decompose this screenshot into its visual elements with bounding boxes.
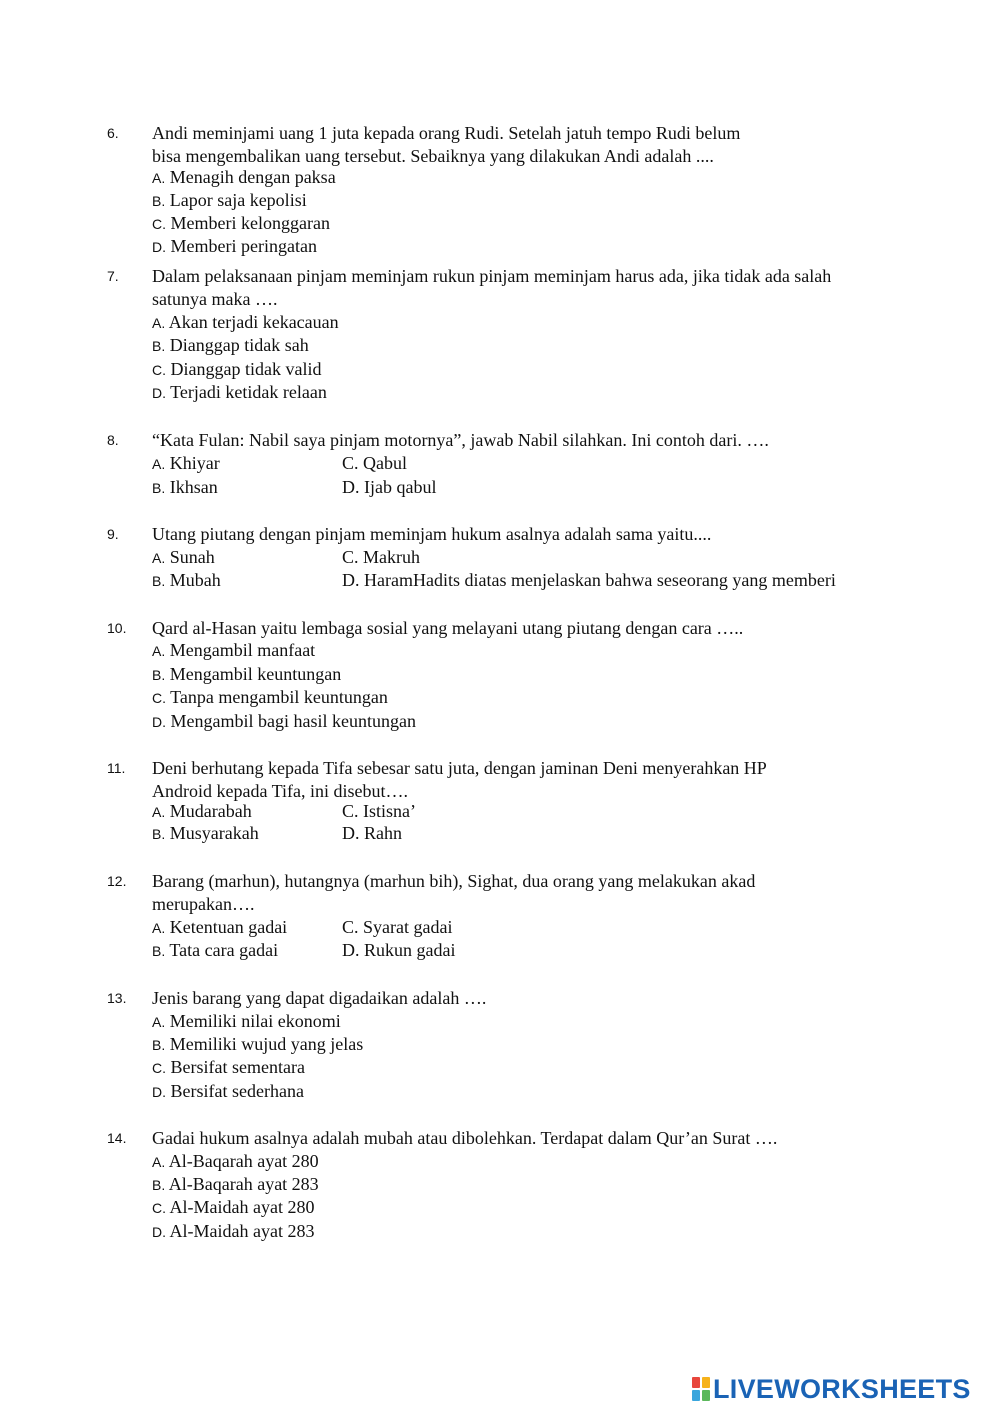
option-b[interactable] bbox=[152, 663, 341, 686]
option-letter: D. bbox=[152, 1224, 166, 1240]
question-text-line: Qard al-Hasan yaitu lembaga sosial yang melayani utang piutang dengan cara ….. bbox=[152, 618, 744, 638]
option-text: Al-Baqarah ayat 283 bbox=[165, 1174, 319, 1194]
option-text: C. Makruh bbox=[342, 547, 420, 567]
option-c[interactable] bbox=[152, 686, 388, 709]
option-letter: B. bbox=[152, 826, 166, 842]
option-a[interactable] bbox=[152, 546, 215, 569]
option-letter: B. bbox=[152, 193, 166, 209]
option-a[interactable] bbox=[152, 800, 252, 823]
option-letter: B. bbox=[152, 1037, 166, 1053]
option-a[interactable] bbox=[152, 311, 339, 334]
option-text: Memberi peringatan bbox=[166, 236, 317, 256]
question-number: 9. bbox=[107, 526, 119, 542]
option-text: Mengambil keuntungan bbox=[165, 664, 342, 684]
question-text-line: Deni berhutang kepada Tifa sebesar satu juta, dengan jaminan Deni menyerahkan HP bbox=[152, 758, 767, 778]
option-text: Dianggap tidak valid bbox=[166, 359, 322, 379]
question-number: 8. bbox=[107, 432, 119, 448]
option-text: Memiliki wujud yang jelas bbox=[165, 1034, 364, 1054]
option-b[interactable] bbox=[152, 476, 218, 499]
option-text: Mengambil manfaat bbox=[165, 640, 316, 660]
option-letter: A. bbox=[152, 170, 166, 186]
question-text-line: Dalam pelaksanaan pinjam meminjam rukun pinjam meminjam harus ada, jika tidak ada salah bbox=[152, 266, 832, 286]
option-letter: A. bbox=[152, 1014, 166, 1030]
option-a[interactable] bbox=[152, 452, 220, 475]
option-text: Dianggap tidak sah bbox=[165, 335, 309, 355]
option-c[interactable] bbox=[152, 358, 321, 381]
question-number: 14. bbox=[107, 1130, 127, 1146]
option-text: D. Rahn bbox=[342, 823, 402, 843]
option-d[interactable] bbox=[342, 822, 402, 845]
option-text: Mubah bbox=[165, 570, 221, 590]
option-text: Tanpa mengambil keuntungan bbox=[166, 687, 388, 707]
option-letter: A. bbox=[152, 456, 166, 472]
question-text-line: Gadai hukum asalnya adalah mubah atau dibolehkan. Terdapat dalam Qur’an Surat …. bbox=[152, 1128, 778, 1148]
option-c[interactable] bbox=[152, 1056, 305, 1079]
option-text: Al-Baqarah ayat 280 bbox=[165, 1151, 319, 1171]
option-b[interactable] bbox=[152, 939, 278, 962]
option-text: Tata cara gadai bbox=[165, 940, 279, 960]
question-text-line: satunya maka …. bbox=[152, 289, 278, 309]
option-d[interactable] bbox=[152, 1220, 314, 1243]
option-c[interactable] bbox=[342, 452, 407, 475]
option-letter: A. bbox=[152, 920, 166, 936]
option-a[interactable] bbox=[152, 639, 315, 662]
option-d[interactable] bbox=[342, 939, 455, 962]
option-letter: C. bbox=[152, 362, 166, 378]
option-a[interactable] bbox=[152, 1150, 319, 1173]
liveworksheets-logo[interactable] bbox=[692, 1374, 971, 1404]
option-text: Mudarabah bbox=[165, 801, 252, 821]
option-text: Akan terjadi kekacauan bbox=[165, 312, 339, 332]
option-a[interactable] bbox=[152, 1010, 341, 1033]
option-text: Khiyar bbox=[165, 453, 220, 473]
question-text-line: bisa mengembalikan uang tersebut. Sebaiknya yang dilakukan Andi adalah .... bbox=[152, 146, 714, 166]
option-text: Lapor saja kepolisi bbox=[165, 190, 307, 210]
logo-square-yellow bbox=[702, 1377, 710, 1388]
option-letter: A. bbox=[152, 643, 166, 659]
option-b[interactable] bbox=[152, 822, 259, 845]
option-c[interactable] bbox=[152, 212, 330, 235]
option-text: D. Ijab qabul bbox=[342, 477, 437, 497]
option-a[interactable] bbox=[152, 916, 287, 939]
option-letter: B. bbox=[152, 1177, 166, 1193]
question-number: 13. bbox=[107, 990, 127, 1006]
option-letter: C. bbox=[152, 1200, 166, 1216]
option-c[interactable] bbox=[342, 800, 416, 823]
option-text: Al-Maidah ayat 283 bbox=[166, 1221, 315, 1241]
question-text-line: Utang piutang dengan pinjam meminjam hukum asalnya adalah sama yaitu.... bbox=[152, 524, 712, 544]
option-c[interactable] bbox=[342, 916, 452, 939]
option-text: C. Qabul bbox=[342, 453, 407, 473]
option-text: C. Istisna’ bbox=[342, 801, 416, 821]
option-letter: B. bbox=[152, 480, 166, 496]
logo-square-green bbox=[702, 1390, 710, 1401]
option-d[interactable] bbox=[342, 569, 836, 592]
option-c[interactable] bbox=[152, 1196, 314, 1219]
option-text: Bersifat sementara bbox=[166, 1057, 305, 1077]
option-letter: D. bbox=[152, 385, 166, 401]
option-d[interactable] bbox=[152, 710, 416, 733]
question-number: 10. bbox=[107, 620, 127, 636]
option-c[interactable] bbox=[342, 546, 420, 569]
question-number: 11. bbox=[107, 760, 126, 776]
option-letter: B. bbox=[152, 338, 166, 354]
logo-square-blue bbox=[692, 1390, 700, 1401]
option-b[interactable] bbox=[152, 334, 309, 357]
question-text-line: Barang (marhun), hutangnya (marhun bih), Sighat, dua orang yang melakukan akad bbox=[152, 871, 756, 891]
option-d[interactable] bbox=[342, 476, 436, 499]
liveworksheets-logo-icon bbox=[692, 1377, 710, 1401]
option-d[interactable] bbox=[152, 235, 317, 258]
option-letter: B. bbox=[152, 573, 166, 589]
option-letter: D. bbox=[152, 1084, 166, 1100]
option-letter: B. bbox=[152, 943, 166, 959]
option-text: Memberi kelonggaran bbox=[166, 213, 330, 233]
option-letter: A. bbox=[152, 1154, 166, 1170]
question-text-line: merupakan…. bbox=[152, 894, 255, 914]
option-letter: D. bbox=[152, 714, 166, 730]
option-letter: A. bbox=[152, 550, 166, 566]
option-text: Al-Maidah ayat 280 bbox=[166, 1197, 315, 1217]
question-number: 7. bbox=[107, 268, 119, 284]
option-text: Ketentuan gadai bbox=[165, 917, 288, 937]
option-letter: C. bbox=[152, 690, 166, 706]
option-letter: C. bbox=[152, 1060, 166, 1076]
option-text: Menagih dengan paksa bbox=[165, 167, 336, 187]
option-b[interactable] bbox=[152, 1173, 319, 1196]
option-text: D. HaramHadits diatas menjelaskan bahwa seseorang yang memberi bbox=[342, 570, 836, 590]
option-letter: A. bbox=[152, 315, 166, 331]
option-d[interactable] bbox=[152, 381, 327, 404]
question-text-line: “Kata Fulan: Nabil saya pinjam motornya”, jawab Nabil silahkan. Ini contoh dari. …. bbox=[152, 430, 769, 450]
option-text: D. Rukun gadai bbox=[342, 940, 456, 960]
question-number: 6. bbox=[107, 125, 119, 141]
option-text: C. Syarat gadai bbox=[342, 917, 453, 937]
logo-square-red bbox=[692, 1377, 700, 1388]
option-b[interactable] bbox=[152, 1033, 363, 1056]
option-text: Terjadi ketidak relaan bbox=[166, 382, 327, 402]
option-text: Musyarakah bbox=[165, 823, 259, 843]
option-text: Memiliki nilai ekonomi bbox=[165, 1011, 341, 1031]
option-letter: C. bbox=[152, 216, 166, 232]
option-a[interactable] bbox=[152, 166, 336, 189]
option-d[interactable] bbox=[152, 1080, 304, 1103]
question-number: 12. bbox=[107, 873, 127, 889]
question-text-line: Android kepada Tifa, ini disebut…. bbox=[152, 781, 408, 801]
option-text: Sunah bbox=[165, 547, 215, 567]
option-letter: D. bbox=[152, 239, 166, 255]
option-text: Bersifat sederhana bbox=[166, 1081, 304, 1101]
option-text: Mengambil bagi hasil keuntungan bbox=[166, 711, 416, 731]
option-b[interactable] bbox=[152, 569, 221, 592]
option-b[interactable] bbox=[152, 189, 307, 212]
option-letter: B. bbox=[152, 667, 166, 683]
option-letter: A. bbox=[152, 804, 166, 820]
option-text: Ikhsan bbox=[165, 477, 218, 497]
question-text-line: Andi meminjami uang 1 juta kepada orang Rudi. Setelah jatuh tempo Rudi belum bbox=[152, 123, 741, 143]
question-text-line: Jenis barang yang dapat digadaikan adalah …. bbox=[152, 988, 487, 1008]
liveworksheets-logo-text: LIVEWORKSHEETS bbox=[713, 1373, 971, 1404]
